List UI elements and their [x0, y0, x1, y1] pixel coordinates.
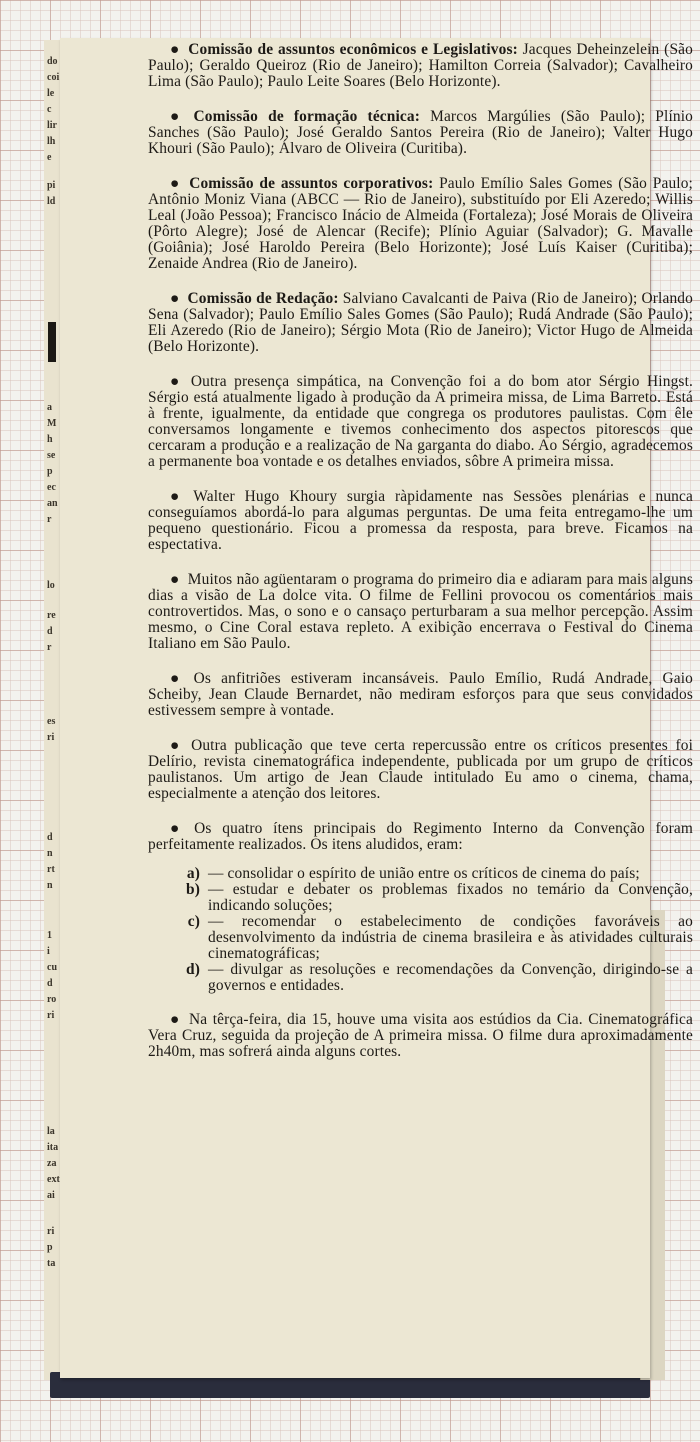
- margin-fragment: le: [47, 88, 55, 99]
- bullet-icon: ●: [170, 290, 180, 307]
- paragraph-text: Jacques Deheinzelein (São Paulo); Geraldo Queiroz (Rio de Janeiro); Hamilton Correia (Salvador); Cavalheiro Lima (São Paulo); Paulo Leite Soares (Belo Horizonte).: [148, 41, 693, 90]
- bullet-icon: ●: [170, 820, 187, 837]
- paragraph: [148, 821, 693, 853]
- list-item: [148, 914, 693, 962]
- paragraph: [148, 671, 693, 719]
- black-bar: [48, 322, 56, 362]
- margin-fragment: ri: [47, 1226, 55, 1237]
- paragraph-text: Os anfitriões estiveram incansáveis. Paulo Emílio, Rudá Andrade, Gaio Scheiby, Jean Claude Bernardet, não mediram esforços para que seus convidados estivessem sempre à vontade.: [148, 670, 693, 719]
- margin-fragment: e: [47, 152, 52, 163]
- paragraph: [148, 291, 693, 355]
- margin-fragment: r: [47, 514, 52, 525]
- margin-fragment: do: [47, 56, 58, 67]
- paragraph: [148, 176, 693, 272]
- margin-fragment: coi: [47, 72, 60, 83]
- paragraph: [148, 42, 693, 90]
- paragraph-text: Outra presença simpática, na Convenção foi a do bom ator Sérgio Hingst. Sérgio está atualmente ligado à produção da A primeira missa, de Lima Barreto. Está à frente, igualmente, da entidade que congrega os produtores paulistas. Com êle conversamos longamente e tivemos conhecimento dos aspectos pitorescos que cercaram a produção e a realização de Na garganta do diabo. Ao Sérgio, agradecemos a permanente boa vontade e os detalhes enviados, sôbre A primeira missa.: [148, 373, 693, 470]
- paragraph-lead: Comissão de assuntos corporativos:: [189, 175, 434, 192]
- bullet-icon: ●: [170, 175, 182, 192]
- margin-fragment: n: [47, 880, 53, 891]
- list-item-text: — estudar e debater os problemas fixados no temário da Convenção, indicando soluções;: [208, 881, 693, 914]
- paragraph-lead: Comissão de assuntos econômicos e Legislativos:: [188, 41, 518, 58]
- margin-fragment: an: [47, 498, 58, 509]
- article-column: [148, 42, 693, 1060]
- margin-fragment: n: [47, 848, 53, 859]
- list-item-marker: b): [186, 881, 200, 898]
- list-item-marker: a): [186, 865, 200, 882]
- newspaper-clipping: [60, 38, 694, 1378]
- margin-fragment: ai: [47, 1190, 55, 1201]
- margin-fragment: r: [47, 642, 52, 653]
- bullet-icon: ●: [170, 488, 186, 505]
- margin-fragment: ld: [47, 196, 56, 207]
- paragraph: [148, 738, 693, 802]
- margin-fragment: pi: [47, 180, 56, 191]
- paragraph: [148, 489, 693, 553]
- list-item: [148, 866, 693, 882]
- margin-fragment: ro: [47, 994, 57, 1005]
- paragraph-text: Os quatro ítens principais do Regimento Interno da Convenção foram perfeitamente realizados. Os itens aludidos, eram:: [148, 820, 694, 853]
- list-item-text: — divulgar as resoluções e recomendações da Convenção, dirigindo-se a governos e entidades.: [208, 961, 693, 994]
- list-item-marker: c): [187, 913, 200, 930]
- bullet-icon: ●: [170, 670, 186, 687]
- bullet-icon: ●: [170, 373, 183, 390]
- margin-fragment: p: [47, 1242, 53, 1253]
- margin-fragment: ri: [47, 1010, 55, 1021]
- paragraph: [148, 572, 693, 652]
- margin-fragment: i: [47, 946, 50, 957]
- margin-fragment: lir: [47, 120, 57, 131]
- margin-fragment: ext: [47, 1174, 60, 1185]
- margin-fragment: h: [47, 434, 53, 445]
- margin-fragment: d: [47, 626, 53, 637]
- list-item: [148, 882, 693, 914]
- margin-fragment: p: [47, 466, 53, 477]
- margin-fragment: es: [47, 716, 56, 727]
- list-item-text: — consolidar o espírito de união entre os críticos de cinema do país;: [208, 865, 640, 882]
- paragraph: [148, 109, 693, 157]
- margin-fragment: d: [47, 978, 53, 989]
- paragraph-text: Outra publicação que teve certa repercussão entre os críticos presentes foi Delírio, revista cinematográfica independente, publicada por um grupo de críticos paulistanos. Um artigo de Jean Claude intitulado Eu amo o cinema, chama, especialmente a atenção dos leitores.: [148, 737, 694, 802]
- margin-fragment: ta: [47, 1258, 56, 1269]
- margin-fragment: za: [47, 1158, 57, 1169]
- bullet-icon: ●: [170, 108, 186, 125]
- margin-fragment: ita: [47, 1142, 59, 1153]
- bullet-icon: ●: [170, 41, 181, 58]
- paragraph-text: Paulo Emílio Sales Gomes (São Paulo; Antônio Moniz Viana (ABCC — Rio de Janeiro), substituído por Eli Azeredo; Willis Leal (João Pessoa); Francisco Inácio de Almeida (Fortaleza); José Morais de Oliveira (Pôrto Alegre); José de Alencar (Recife); Plínio Aguiar (Salvador); G. Mavalle (Goiânia); José Haroldo Pereira (Belo Horizonte); José Luís Kaiser (Curitiba); Zenaide Andrea (Rio de Janeiro).: [148, 175, 693, 272]
- margin-fragment: d: [47, 832, 53, 843]
- bullet-icon: ●: [170, 737, 184, 754]
- margin-fragment: ec: [47, 482, 56, 493]
- paragraph-lead: Comissão de Redação:: [187, 290, 339, 307]
- margin-fragment: lh: [47, 136, 56, 147]
- paragraph-lead: Comissão de formação técnica:: [193, 108, 421, 125]
- bullet-icon: ●: [170, 571, 180, 588]
- final-paragraph: [148, 1012, 693, 1060]
- margin-fragment: se: [47, 450, 56, 461]
- rules-list: [148, 866, 693, 994]
- list-item: [148, 962, 693, 994]
- margin-fragment: c: [47, 104, 52, 115]
- paragraph-text: Walter Hugo Khoury surgia ràpidamente nas Sessões plenárias e nunca conseguíamos abordá-lo para algumas perguntas. De uma feita entregamo-lhe um pequeno questionário. Ficou a promessa da resposta, para breve. Ficamos na espectativa.: [148, 488, 693, 553]
- margin-fragment: M: [47, 418, 57, 429]
- bullet-icon: ●: [170, 1011, 181, 1028]
- margin-fragment: ri: [47, 732, 55, 743]
- margin-fragment: la: [47, 1126, 55, 1137]
- margin-fragment: rt: [47, 864, 55, 875]
- paragraph-text: Salviano Cavalcanti de Paiva (Rio de Janeiro); Orlando Sena (Salvador); Paulo Emílio Sales Gomes (São Paulo); Rudá Andrade (São Paulo); Eli Azeredo (Rio de Janeiro); Sérgio Mota (Rio de Janeiro); Victor Hugo de Almeida (Belo Horizonte).: [148, 290, 693, 355]
- margin-fragment: a: [47, 402, 52, 413]
- paragraph: [148, 374, 693, 470]
- list-item-marker: d): [186, 961, 200, 978]
- paragraph-text: Na têrça-feira, dia 15, houve uma visita aos estúdios da Cia. Cinematográfica Vera Cruz, seguida da projeção de A primeira missa. O filme dura aproximadamente 2h40m, mas sofrerá ainda alguns cortes.: [148, 1011, 694, 1060]
- list-item-text: — recomendar o estabelecimento de condições favoráveis ao desenvolvimento da indústria de cinema brasileira e às atividades culturais cinematográficas;: [208, 913, 693, 962]
- margin-fragment: cu: [47, 962, 57, 973]
- paragraph-text: Marcos Margúlies (São Paulo); Plínio Sanches (São Paulo); José Geraldo Santos Pereira (Rio de Janeiro); Valter Hugo Khouri (São Paulo); Álvaro de Oliveira (Curitiba).: [148, 108, 693, 157]
- margin-fragment: re: [47, 610, 56, 621]
- paragraph-text: Muitos não agüentaram o programa do primeiro dia e adiaram para mais alguns dias a visão de La dolce vita. O filme de Fellini provocou os comentários mais controvertidos. Mas, o sono e o cansaço perturbaram a sua melhor percepção. Assim mesmo, o Cine Coral estava repleto. A exibição encerrava o Festival do Cinema Italiano em São Paulo.: [148, 571, 693, 652]
- margin-fragment: lo: [47, 580, 55, 591]
- margin-fragment: 1: [47, 930, 52, 941]
